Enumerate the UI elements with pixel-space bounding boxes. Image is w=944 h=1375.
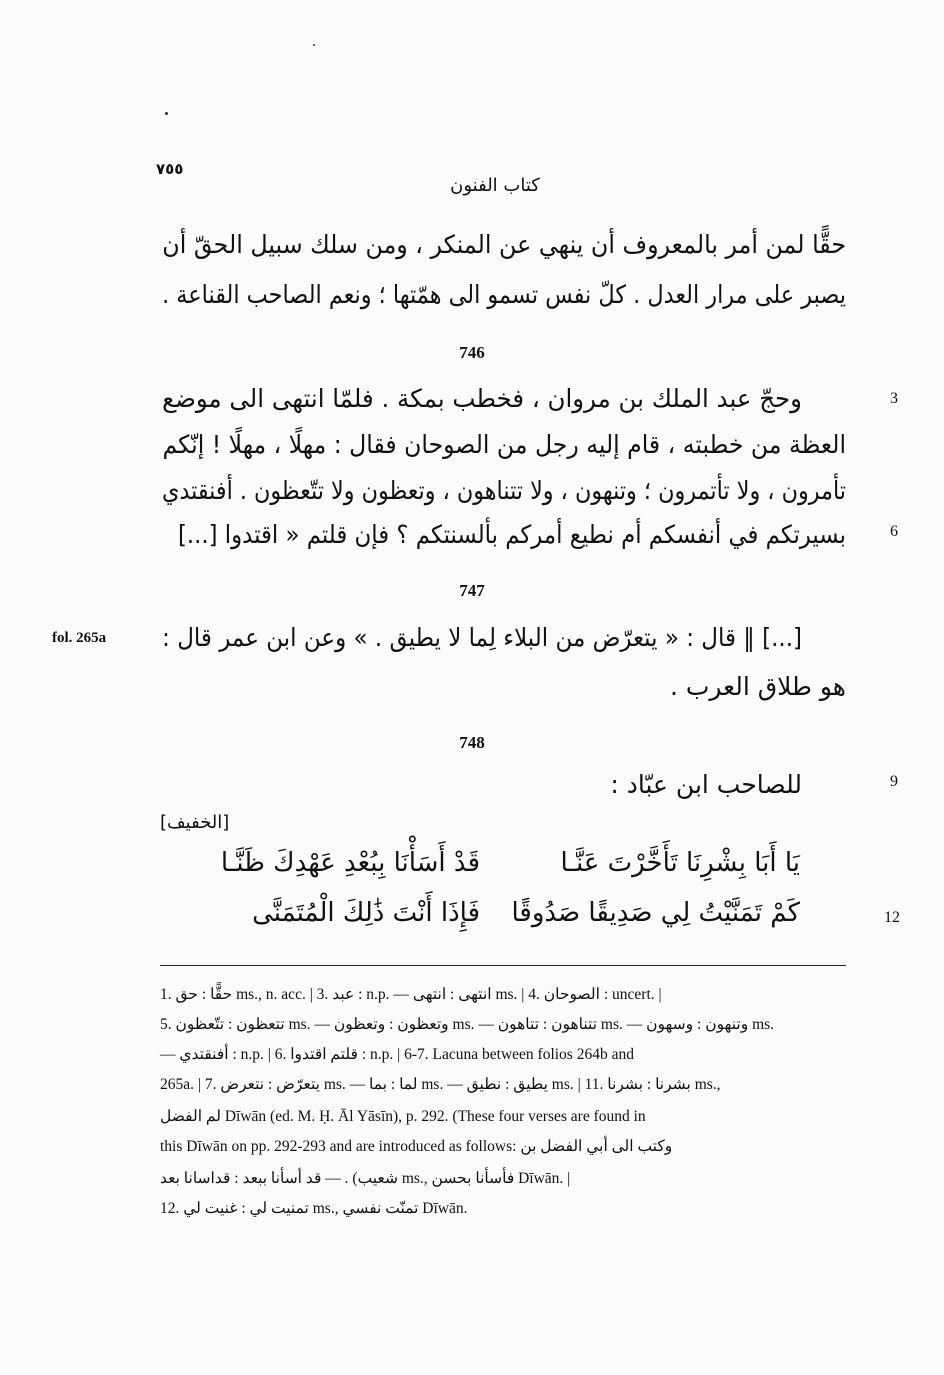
text-line: وحجّ عبد الملك بن مروان ، فخطب بمكة . فلمّا انتهى الى موضع xyxy=(162,384,802,413)
text-line: حقًّا لمن أمر بالمعروف أن ينهي عن المنكر ، ومن سلك سبيل الحقّ أن xyxy=(162,230,846,259)
verse-first-hemistich: يَا أَبَا بِشْرِنَا تَأَخَّرْتَ عَنَّـا xyxy=(560,848,800,878)
footnote-line: this Dīwān on pp. 292-293 and are introduced as follows: وكتب الى أبي الفضل بن xyxy=(160,1138,673,1155)
scan-speck xyxy=(313,44,315,46)
text-line: يصبر على مرار العدل . كلّ نفس تسمو الى همّتها ؛ ونعم الصاحب القناعة . xyxy=(162,280,846,309)
section-number: 747 xyxy=(459,581,485,600)
footnote-line: لم الفضل Dīwān (ed. M. Ḥ. Āl Yāsīn), p. 292. (These four verses are found in xyxy=(160,1108,646,1125)
footnote-line: — أفنقتدي : n.p. | 6. قلتم اقتدوا : n.p. | 6-7. Lacuna between folios 264b and xyxy=(160,1046,634,1063)
line-number: 3 xyxy=(890,390,898,407)
verse-first-hemistich: كَمْ تَمَنَّيْتُ لِي صَدِيقًا صَدُوقًا xyxy=(511,898,800,928)
footnote-line: 5. تتعظون : تتّعظون ms. — وتعظون : وتعظون ms. — تتناهون : تتاهون ms. — وتنهون : وسهون ms. xyxy=(160,1016,775,1033)
line-number: 6 xyxy=(890,523,898,540)
line-number: 12 xyxy=(884,909,900,926)
verse-second-hemistich: قَدْ أَسَأْنَا بِبُعْدِ عَهْدِكَ ظَنَّـا xyxy=(220,848,480,878)
footnote-line: شعيب) . — قد أسأنا ببعد : قداسانا بعد ms., فأسأنا بحسن Dīwān. | xyxy=(160,1170,571,1187)
section-number: 748 xyxy=(459,733,485,752)
page-number: ٧٥٥ xyxy=(156,160,184,178)
footnote-line: 265a. | 7. يتعرّض : نتعرض ms. — لما : بما ms. — يطيق : نطيق ms. | 11. بشرنا : بشرنا ms., xyxy=(160,1076,721,1093)
footnote-divider xyxy=(160,965,846,966)
text-line: [...] ‖ قال : « يتعرّض من البلاء لِما لا يطيق . » وعن ابن عمر قال : xyxy=(162,623,802,652)
text-line: تأمرون ، ولا تأتمرون ؛ وتنهون ، ولا تتناهون ، وتعظون ولا تتّعظون . أفنقتدي xyxy=(162,476,846,505)
section-number: 746 xyxy=(459,343,485,362)
text-line: العظة من خطبته ، قام إليه رجل من الصوحان فقال : مهلًا ، مهلًا ! إنّكم xyxy=(162,430,846,459)
verse-second-hemistich: فَإِذَا أَنْتَ ذَٰلِكَ الْمُتَمَنَّى xyxy=(252,898,480,928)
footnote-line: 1. حقًّا : حق ms., n. acc. | 3. عبد : n.p. — انتهى : انتهى ms. | 4. الصوحان : uncert. | xyxy=(160,986,662,1003)
text-line: للصاحب ابن عبّاد : xyxy=(610,770,802,799)
line-number: 9 xyxy=(890,773,898,790)
folio-margin-note: fol. 265a xyxy=(52,630,107,646)
text-line: هو طلاق العرب . xyxy=(669,672,846,701)
footnote-line: 12. تمنيت لي : غنيت لي ms., تمنّت نفسي Dīwān. xyxy=(160,1200,468,1217)
scan-speck xyxy=(165,112,168,115)
running-title: كتاب الفنون xyxy=(450,175,540,196)
meter-label: [الخفيف] xyxy=(160,812,230,833)
text-line: بسيرتكم في أنفسكم أم نطيع أمركم بألسنتكم ؟ فإن قلتم « اقتدوا [...] xyxy=(177,520,846,549)
